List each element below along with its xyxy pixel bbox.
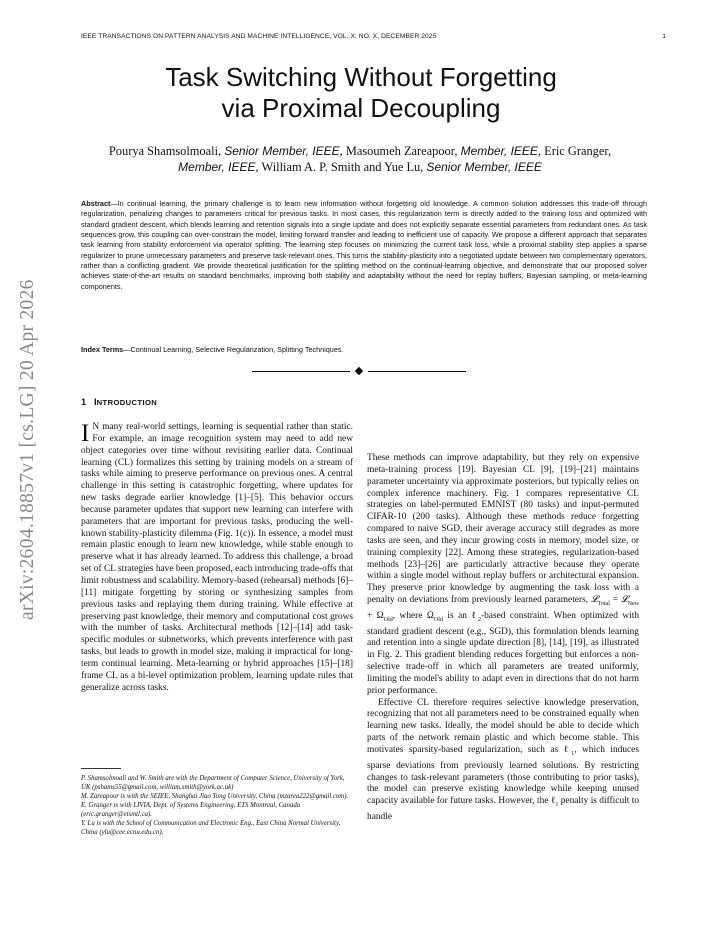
author-list [90, 143, 630, 175]
section-heading [81, 396, 353, 408]
index-terms-label: Index Terms [81, 345, 124, 354]
right-column [367, 453, 639, 824]
journal-name: IEEE TRANSACTIONS ON PATTERN ANALYSIS AND MACHINE INTELLIGENCE, VOL. X, NO. X, DECEMBER 2025 [81, 33, 437, 40]
footnote: M. Zareapoor is with the SEIEE, Shanghai Jiao Tong University, China (mzarea222@gmail.com). [81, 792, 349, 800]
paragraph-text: , where Ω [392, 610, 434, 621]
paragraph-text: -based constraint. When optimized with standard gradient descent (e.g., SGD), this formulation blends learning and retention into a single update direction [8], [14], [19], as illustrated in Fig. 2. This gradient blending reduces forgetting but enforces a non-selective trade-off in which all parameters are treated uniformly, limiting the model's ability to adapt even in directions that do not harm prior performance. [367, 610, 640, 696]
paragraph-methods [367, 453, 639, 698]
formula-part: = [609, 595, 621, 606]
section-divider [0, 367, 720, 377]
section-title-first-letter: I [94, 396, 97, 407]
formula-part: + Ω [367, 610, 384, 621]
paragraph-selective [367, 698, 639, 824]
formula-sub: Old [383, 616, 393, 623]
author-separator: , [537, 144, 545, 158]
formula-sub: Total [597, 601, 610, 607]
paragraph-text: is an ℓ [442, 610, 478, 621]
author-role: Senior Member, IEEE [426, 160, 542, 174]
author-name: Pourya Shamsolmoali, [108, 144, 225, 158]
title-line-1: Task Switching Without Forgetting [165, 62, 557, 92]
author-name: Eric Granger, [544, 144, 612, 158]
formula-sub: 2 [478, 616, 481, 623]
paragraph-text: These methods can improve adaptability, but they rely on expensive meta-training process [19]. Bayesian CL [9], [19]–[21] maintains parameter uncertainty via approximate posteriors, but typically relies on complex inference machinery. Fig. 1 compares representative CL strategies on label-permuted EMNIST (80 tasks) and input-permuted CIFAR-10 (200 tasks). Although these methods reduce forgetting compared to naive SGD, their average accuracy still degrades as more tasks are seen, and they incur growing costs in memory, model size, or training complexity [22]. Among these strategies, regularization-based methods [23]–[26] are particularly attractive because they operate within a single model without replay buffers or architectural expansion. They preserve prior knowledge by augmenting the task loss with a penalty on deviations from previously learned parameters, [367, 453, 639, 606]
index-terms [81, 345, 647, 354]
abstract-text: —In continual learning, the primary challenge is to learn new information without forgetting old knowledge. A common solution addresses this trade-off through regularization, penalizing changes to parameters critical for previous tasks. In most cases, this regularization term is directly added to the training loss and optimized with standard gradient descent, which blends learning and retention signals into a single update and does not explicitly separate essential parameters from redundant ones. As task sequences grow, this coupling can over-constrain the model, limiting forward transfer and leading to inefficient use of capacity. We propose a different approach that separates task learning from stability enforcement via operator splitting. The learning step focuses on minimizing the current task loss, while a proximal stability step applies a sparse regularizer to prune unnecessary parameters and preserve task-relevant ones. This turns the stability-plasticity into a negotiated update between two complementary operators, rather than a conflicting gradient. We provide theoretical justification for the splitting method on the continual-learning objective, and demonstrate that our proposed solver achieves state-of-the-art results on standard benchmarks, improving both stability and adaptability without the need for replay buffers, Bayesian sampling, or meta-learning components. [81, 199, 647, 291]
footnote: E. Granger is with LIVIA, Dept. of Systems Engineering, ETS Montreal, Canada (eric.granger@etsmtl.ca). [81, 802, 301, 818]
footnote: P. Shamsolmoali and W. Smith are with the Department of Computer Science, University of York, UK (pshams55@gmail.com, william.smith@york.ac.uk) [81, 775, 345, 791]
footnote: Y. Lu is with the School of Communication and Electronic Eng., East China Normal University, China (ylu@cee.ecnu.edu.cn). [81, 820, 341, 836]
author-role: Member, IEEE [460, 144, 538, 158]
running-head [81, 33, 666, 45]
arxiv-identifier: arXiv:2604.18857v1 [cs.LG] 20 Apr 2026 [17, 279, 38, 620]
author-role: Member, IEEE [178, 160, 256, 174]
footnote-rule [81, 768, 121, 769]
intro-paragraph-text: N many real-world settings, learning is sequential rather than static. For example, an image recognition system may need to add new object categories over time without revisiting earlier data. Continual learning (CL) formalizes this setting by training models on a stream of tasks while aiming to preserve performance on previous ones. A central challenge in this setting is catastrophic forgetting, where updates for new tasks degrade earlier knowledge [1]–[5]. This behavior occurs because parameter updates that support new learning can interfere with parameters that are important for previous tasks, producing the well-known stability-plasticity dilemma (Fig. 1(c)). In essence, a model must remain plastic enough to learn new knowledge, while stable enough to preserve what it has already learned. To address this challenge, a broad set of CL strategies have been proposed, each introducing trade-offs that limit robustness and scalability. Memory-based (rehearsal) methods [6]–[11] mitigate forgetting by storing or synthesizing samples from previous tasks and replaying them during training. While effective at preserving past knowledge, their memory and computational cost grows with the number of tasks. Architectural methods [12]–[14] add task-specific modules or subnetworks, which prevents interference with past tasks, but leads to growth in model size, making it impractical for long-term continual learning. Meta-learning or hybrid approaches [15]–[18] frame CL as a bi-level optimization problem, learning update rules that generalize across tasks. [81, 422, 353, 693]
divider-rule-left [252, 371, 350, 372]
title-line-2: via Proximal Decoupling [221, 93, 501, 123]
abstract [81, 199, 647, 292]
author-separator: , [339, 144, 346, 158]
formula-sub: 1 [555, 802, 559, 809]
paragraph-text: penalty is difficult to handle [367, 796, 640, 822]
section-title-rest: NTRODUCTION [96, 398, 158, 407]
diamond-icon [355, 367, 363, 375]
author-name: Masoumeh Zareapoor, [345, 144, 461, 158]
formula-sub: 1 [571, 750, 575, 757]
paragraph-text: , which induces sparse deviations from previously learned solutions. By restricting changes to task-relevant parameters (those contributing to prior tasks), the model can preserve existing knowledge while keeping unused capacity available for future tasks. However, the ℓ [367, 745, 639, 807]
page-number: 1 [662, 33, 666, 40]
formula-sub: Old [433, 616, 443, 623]
paper-title [81, 62, 641, 124]
footnotes [81, 775, 353, 838]
section-number: 1 [81, 396, 87, 407]
author-name: William A. P. Smith and Yue Lu, [261, 160, 427, 174]
drop-cap: I [81, 420, 90, 447]
left-column [81, 396, 353, 694]
paragraph-text: Effective CL therefore requires selective knowledge preservation, recognizing that not all parameters need to be constrained equally when learning new tasks. Ideally, the model should be able to decide which parts of the network remain plastic and which become stable. This motivates sparsity-based regularization, such as ℓ [367, 697, 639, 755]
formula-loss: 𝓛 [590, 595, 598, 606]
intro-paragraph [81, 422, 353, 694]
author-role: Senior Member, IEEE [224, 144, 340, 158]
formula-sub: New [627, 601, 639, 607]
author-separator: , [255, 160, 262, 174]
divider-rule-right [368, 371, 466, 372]
index-terms-text: —Continual Learning, Selective Regularization, Splitting Techniques. [123, 345, 344, 354]
formula-loss: 𝓛 [620, 595, 628, 606]
abstract-label: Abstract [81, 199, 111, 208]
